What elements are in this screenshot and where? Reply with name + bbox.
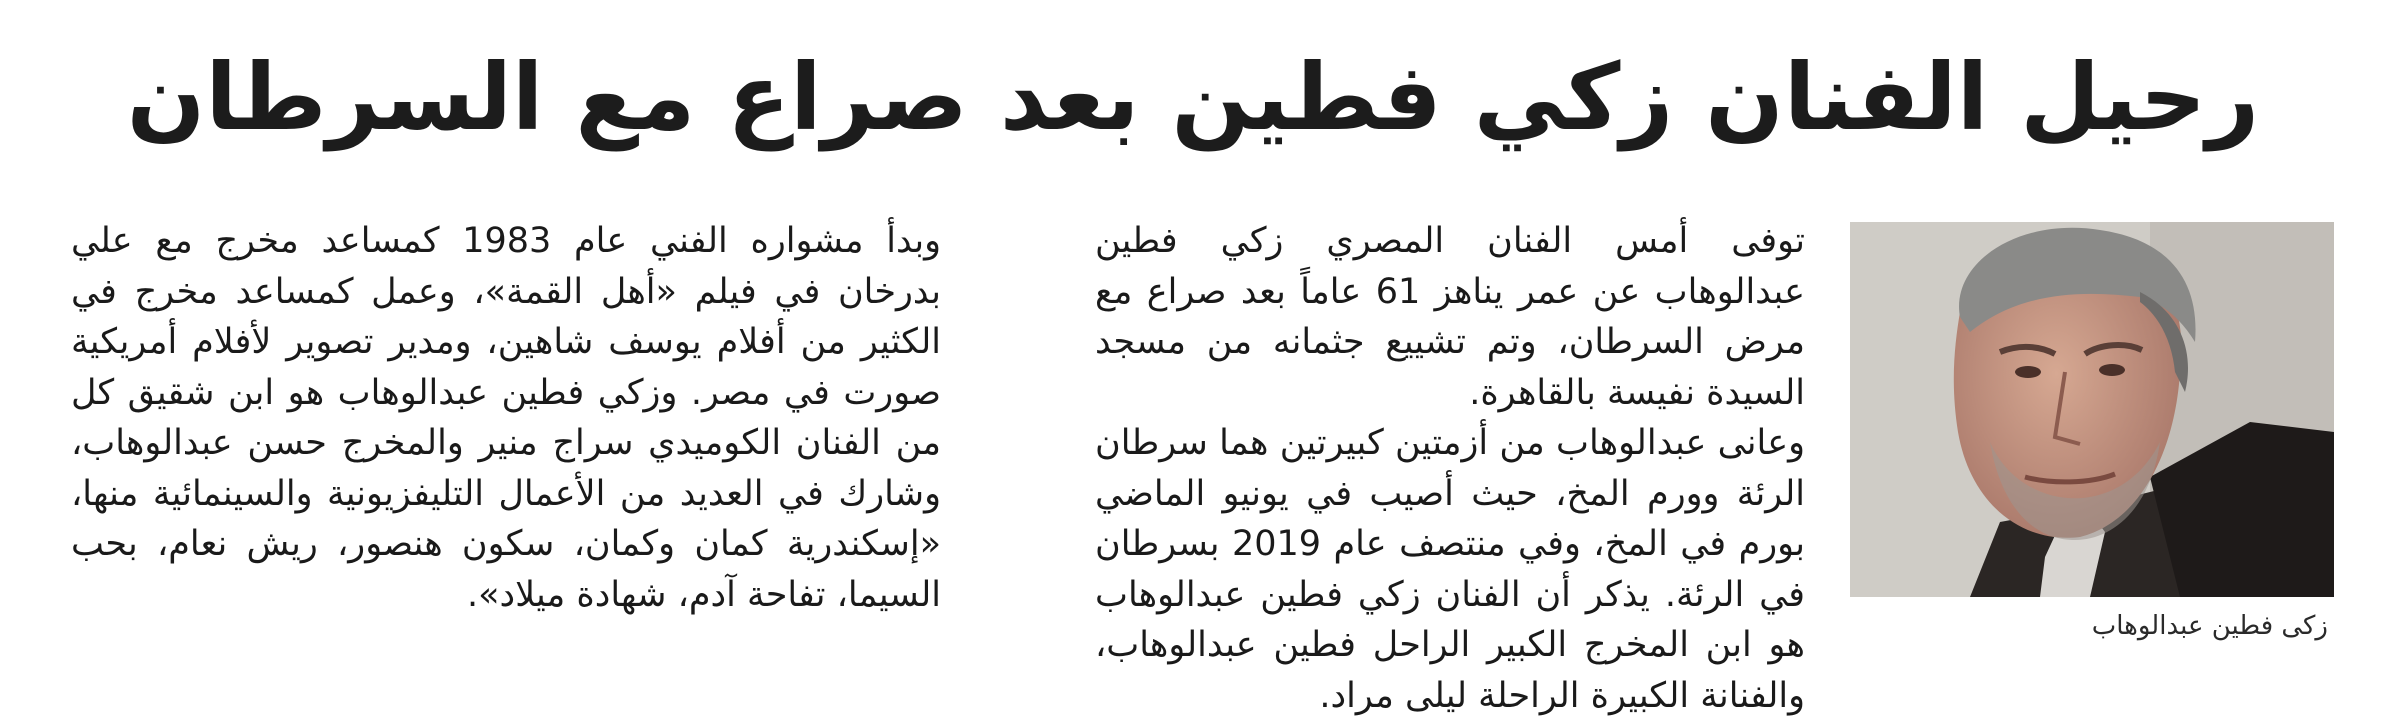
- article-column-right: [1095, 216, 1805, 721]
- photo-caption: زكى فطين عبدالوهاب: [2091, 611, 2328, 641]
- article-paragraph: وعانى عبدالوهاب من أزمتين كبيرتين هما سرطان الرئة وورم المخ، حيث أصيب في يونيو الماضي بورم في المخ، وفي منتصف عام 2019 بسرطان في الرئة. يذكر أن الفنان زكي فطين عبدالوهاب هو ابن المخرج الكبير الراحل فطين عبدالوهاب، والفنانة الكبيرة الراحلة ليلى مراد.: [1095, 423, 1805, 716]
- article-paragraph: وبدأ مشواره الفني عام 1983 كمساعد مخرج مع علي بدرخان في فيلم «أهل القمة»، وعمل كمساعد مخرج في الكثير من أفلام يوسف شاهين، ومدير تصوير لأفلام أمريكية صورت في مصر. وزكي فطين عبدالوهاب هو ابن شقيق كل من الفنان الكوميدي سراج منير والمخرج حسن عبدالوهاب، وشارك في العديد من الأعمال التليفزيونية والسينمائية منها، «إسكندرية كمان وكمان، سكون هنصور، ريش نعام، بحب السيما، تفاحة آدم، شهادة ميلاد».: [71, 221, 941, 615]
- article-column-left: [71, 216, 941, 620]
- photo-block: [1850, 222, 2334, 641]
- article-paragraph: توفى أمس الفنان المصري زكي فطين عبدالوهاب عن عمر يناهز 61 عاماً بعد صراع مع مرض السرطان، وتم تشييع جثمانه من مسجد السيدة نفيسة بالقاهرة.: [1095, 221, 1805, 413]
- article-headline: رحيل الفنان زكي فطين بعد صراع مع السرطان: [126, 44, 2260, 151]
- portrait-photo: [1850, 222, 2334, 597]
